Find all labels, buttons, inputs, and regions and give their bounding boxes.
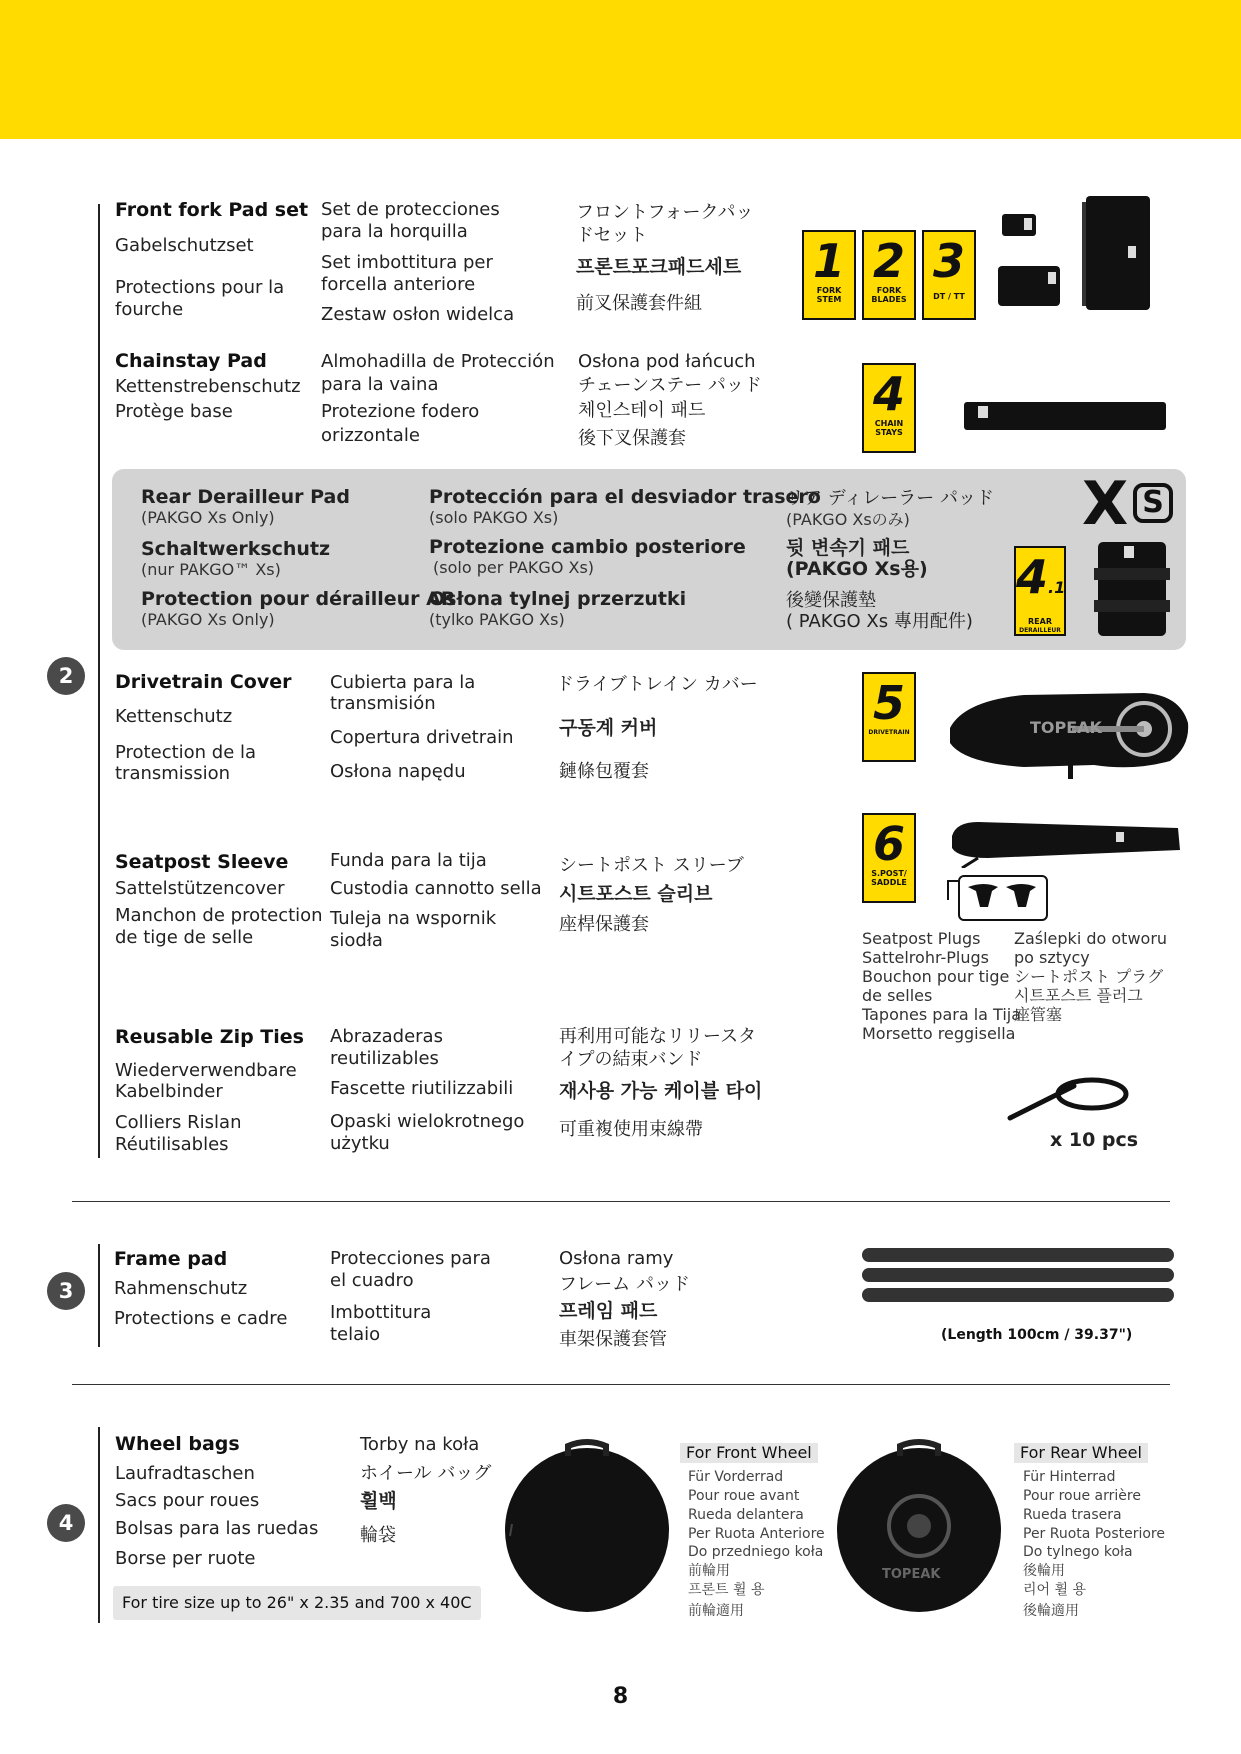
drivetrain-it: Copertura drivetrain [330,727,514,748]
drivetrain-cover-image [944,683,1194,779]
rd-es: Protección para el desviador trasero [429,486,821,508]
rear-wheel-bag-image [834,1438,1004,1618]
frame-pad-tubes-image [860,1244,1176,1308]
badge-drivetrain: 5 DRIVETRAIN [862,672,916,762]
seatpost-fr-1: Manchon de protection [115,905,323,926]
front-fork-ja-1: フロントフォークパッ [576,202,754,223]
zipties-fr-1: Colliers Rislan [115,1112,242,1133]
page-number: 8 [612,1684,629,1709]
drivetrain-title: Drivetrain Cover [115,671,292,693]
rd-de-note: (nur PAKGO™ Xs) [141,560,281,579]
zipties-ja-1: 再利用可能なリリースタ [559,1026,757,1047]
zipties-ko: 재사용 가능 케이블 타이 [559,1080,763,1102]
drivetrain-brand-text: TOPEAK [1030,718,1102,737]
drivetrain-ja: ドライブトレイン カバー [556,674,758,695]
front-fork-it-2: forcella anteriore [321,274,476,295]
section-number-4: 4 [47,1504,85,1542]
front-wheel-de: Für Vorderrad [688,1469,784,1485]
zipties-pl-1: Opaski wielokrotnego [330,1111,525,1132]
front-wheel-pl: Do przedniego koła [688,1544,824,1560]
chainstay-it-2: orizzontale [321,425,420,446]
rd-title-note: (PAKGO Xs Only) [141,508,275,527]
seatpost-pl-2: siodła [330,930,383,951]
chainstay-pad-image [960,398,1170,434]
front-fork-fr-1: Protections pour la [115,277,285,298]
section-2-rule [98,204,100,1158]
xs-logo-s: S [1133,483,1173,523]
rd-fr: Protection pour dérailleur AR [141,588,456,610]
chainstay-es-2: para la vaina [321,374,439,395]
plugs-ko: 시트포스트 플러그 [1014,986,1143,1005]
rd-zh-note: ( PAKGO Xs 專用配件) [786,611,973,632]
frame-pad-es-2: el cuadro [330,1270,414,1291]
chainstay-fr: Protège base [115,401,233,422]
front-wheel-bag-image [502,1438,672,1618]
rd-fr-note: (PAKGO Xs Only) [141,610,275,629]
wheel-bags-title: Wheel bags [115,1433,240,1455]
frame-pad-length: (Length 100cm / 39.37") [941,1327,1133,1343]
chainstay-title: Chainstay Pad [115,350,267,372]
drivetrain-pl: Osłona napędu [330,761,466,782]
badge-seatpost-saddle: 6 S.POST/ SADDLE [862,813,916,903]
badge-fork-stem: 1 FORK STEM [802,230,856,320]
frame-pad-title: Frame pad [114,1248,228,1270]
chainstay-ko: 체인스테이 패드 [578,400,706,421]
seatpost-ja: シートポスト スリーブ [559,855,744,876]
zipties-de-2: Kabelbinder [115,1081,223,1102]
drivetrain-es-2: transmisión [330,693,436,714]
plugs-leader-v [947,880,949,900]
zipties-zh: 可重複使用束線帶 [559,1119,703,1140]
seatpost-sleeve-image [948,818,1184,868]
front-fork-ja-2: ドセット [576,225,648,246]
front-fork-it-1: Set imbottitura per [321,252,493,273]
frame-pad-ja: フレーム パッド [559,1274,691,1295]
plugs-de: Sattelrohr-Plugs [862,948,990,967]
wheel-bags-pl: Torby na koła [360,1434,480,1455]
front-fork-pads-image [990,188,1160,323]
section-4-rule [98,1427,100,1623]
rd-it-note: (solo per PAKGO Xs) [433,558,595,577]
badge-chain-stays: 4 CHAIN STAYS [862,363,916,453]
front-fork-es-1: Set de protecciones [321,199,500,220]
rd-ko-note: (PAKGO Xs용) [786,558,928,580]
header-color-band [0,0,1241,139]
zipties-de-1: Wiederverwendbare [115,1060,297,1081]
rear-wheel-ja: 後輪用 [1023,1563,1065,1579]
section-number-2: 2 [47,657,85,695]
frame-pad-zh: 車架保護套管 [559,1329,667,1350]
plugs-pl-2: po sztycy [1014,948,1090,967]
front-fork-title: Front fork Pad set [115,199,309,221]
frame-pad-ko: 프레임 패드 [559,1300,658,1322]
frame-pad-es-1: Protecciones para [330,1248,491,1269]
front-fork-zh: 前叉保護套件組 [576,293,702,314]
wheel-bags-de: Laufradtaschen [115,1463,255,1484]
wheel-bags-ja: ホイール バッグ [360,1463,492,1484]
drivetrain-de: Kettenschutz [115,706,233,727]
front-fork-fr-2: fourche [115,299,184,320]
chainstay-it-1: Protezione fodero [321,401,480,422]
badge-rear-derailleur: 4.1 REAR DERAILLEUR [1014,546,1066,636]
rear-wheel-es: Rueda trasera [1023,1507,1122,1523]
drivetrain-es-1: Cubierta para la [330,672,476,693]
frame-pad-it-2: telaio [330,1324,381,1345]
plugs-ja: シートポスト プラグ [1014,967,1164,986]
seatpost-es: Funda para la tija [330,850,487,871]
rd-zh: 後變保護墊 [786,590,876,611]
seatpost-plugs-box [958,875,1048,921]
seatpost-de: Sattelstützencover [115,878,285,899]
wheel-bags-fr: Sacs pour roues [115,1490,260,1511]
front-wheel-it: Per Ruota Anteriore [688,1526,825,1542]
chainstay-ja: チェーンステー パッド [578,375,762,396]
frame-pad-it-1: Imbottitura [330,1302,432,1323]
front-wheel-fr: Pour roue avant [688,1488,800,1504]
wheel-bags-zh: 輪袋 [360,1525,396,1546]
section-number-3: 3 [47,1272,85,1310]
chainstay-de: Kettenstrebenschutz [115,376,301,397]
zipties-pl-2: użytku [330,1133,390,1154]
seatpost-it: Custodia cannotto sella [330,878,542,899]
front-fork-pl: Zestaw osłon widelca [321,304,515,325]
rear-derailleur-pad-image [1094,538,1170,640]
seatpost-pl-1: Tuleja na wspornik [330,908,497,929]
zipties-fr-2: Réutilisables [115,1134,229,1155]
zip-ties-quantity: x 10 pcs [1050,1129,1139,1151]
xs-logo-x: X [1082,469,1129,539]
seatpost-zh: 座桿保護套 [559,914,649,935]
rear-wheel-pl: Do tylnego koła [1023,1544,1133,1560]
rear-wheel-fr: Pour roue arrière [1023,1488,1141,1504]
zip-tie-image [1004,1072,1132,1124]
wheel-bags-it: Borse per ruote [115,1548,256,1569]
front-fork-ko: 프론트포크패드세트 [576,256,742,278]
front-fork-es-2: para la horquilla [321,221,468,242]
rear-wheel-it: Per Ruota Posteriore [1023,1526,1165,1542]
wheel-bag-brand-text: TOPEAK [882,1567,941,1582]
section-3-rule [98,1244,100,1347]
drivetrain-fr-1: Protection de la [115,742,257,763]
plugs-zh: 座管塞 [1014,1005,1063,1024]
plugs-it: Morsetto reggisella [862,1024,1016,1043]
front-wheel-ko: 프론트 휠 용 [688,1582,765,1598]
plugs-pl-1: Zaślepki do otworu [1014,929,1168,948]
front-fork-de: Gabelschutzset [115,235,254,256]
chainstay-es-1: Almohadilla de Protección [321,351,555,372]
rd-ja: リア ディレーラー パッド [786,488,995,509]
rd-ja-note: (PAKGO Xsのみ) [786,510,910,529]
divider-1 [72,1201,1170,1202]
badge-dt-tt: 3 DT / TT [922,230,976,320]
rd-it: Protezione cambio posteriore [429,536,746,558]
front-wheel-zh: 前輪適用 [688,1603,744,1619]
plugs-fr-1: Bouchon pour tige [862,967,1010,986]
rd-es-note: (solo PAKGO Xs) [429,508,559,527]
tire-size-note: For tire size up to 26" x 2.35 and 700 x 40C [113,1586,481,1620]
rear-wheel-de: Für Hinterrad [1023,1469,1116,1485]
wheel-bags-ko: 휠백 [360,1490,397,1512]
seatpost-fr-2: de tige de selle [115,927,254,948]
seatpost-title: Seatpost Sleeve [115,851,289,873]
divider-2 [72,1384,1170,1385]
zipties-es-2: reutilizables [330,1048,439,1069]
wheel-bags-es: Bolsas para las ruedas [115,1518,319,1539]
frame-pad-pl: Osłona ramy [559,1248,674,1269]
front-wheel-ja: 前輪用 [688,1563,730,1579]
seatpost-ko: 시트포스트 슬리브 [559,883,713,905]
rd-ko: 뒷 변속기 패드 [786,537,910,559]
rd-pl-note: (tylko PAKGO Xs) [429,610,565,629]
chainstay-pl: Osłona pod łańcuch [578,351,756,372]
badge-fork-blades: 2 FORK BLADES [862,230,916,320]
frame-pad-fr: Protections e cadre [114,1308,288,1329]
rd-pl: Osłona tylnej przerzutki [429,588,687,610]
zipties-title: Reusable Zip Ties [115,1026,304,1048]
frame-pad-de: Rahmenschutz [114,1278,248,1299]
drivetrain-ko: 구동계 커버 [559,717,658,739]
rear-wheel-label: For Rear Wheel [1014,1443,1148,1463]
rd-de: Schaltwerkschutz [141,538,331,560]
plugs-fr-2: de selles [862,986,933,1005]
rear-wheel-ko: 리어 휠 용 [1023,1582,1086,1598]
plugs-es: Tapones para la Tija [862,1005,1022,1024]
rear-wheel-zh: 後輪適用 [1023,1603,1079,1619]
zipties-ja-2: イプの結束バンド [559,1049,703,1070]
plugs-en: Seatpost Plugs [862,929,981,948]
zipties-it: Fascette riutilizzabili [330,1078,514,1099]
front-wheel-label: For Front Wheel [680,1443,818,1463]
seatpost-plugs-image [960,877,1046,919]
zipties-es-1: Abrazaderas [330,1026,443,1047]
front-wheel-es: Rueda delantera [688,1507,804,1523]
rd-title: Rear Derailleur Pad [141,486,350,508]
drivetrain-zh: 鏈條包覆套 [559,761,649,782]
chainstay-zh: 後下叉保護套 [578,428,686,449]
drivetrain-fr-2: transmission [115,763,230,784]
